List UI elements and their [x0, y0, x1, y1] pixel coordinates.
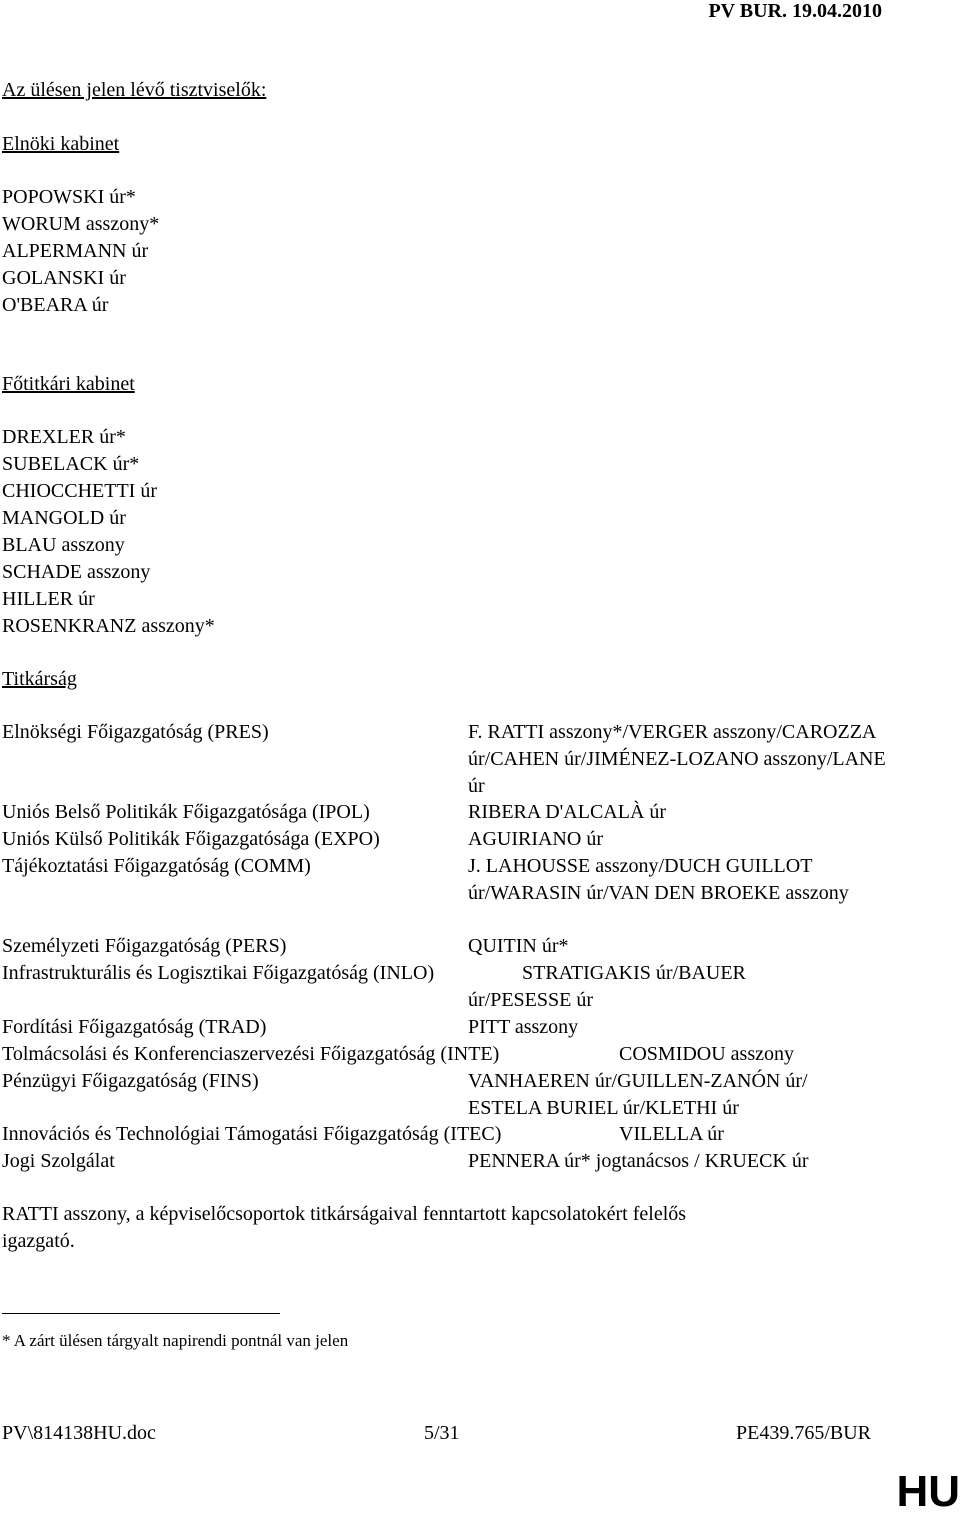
- name-drexler: DREXLER úr*: [2, 426, 126, 448]
- name-chiocchetti: CHIOCCHETTI úr: [2, 480, 157, 502]
- legal-service-officials: PENNERA úr* jogtanácsos / KRUECK úr: [468, 1150, 809, 1172]
- dg-inlo-officials-line1: STRATIGAKIS úr/BAUER: [522, 962, 746, 984]
- dg-fins-label: Pénzügyi Főigazgatóság (FINS): [2, 1070, 259, 1092]
- name-hiller: HILLER úr: [2, 588, 95, 610]
- language-code: HU: [896, 1467, 960, 1516]
- dg-ipol-label: Uniós Belső Politikák Főigazgatósága (IPOL): [2, 801, 370, 823]
- document-reference-header: PV BUR. 19.04.2010: [708, 0, 882, 22]
- dg-fins-officials-line2: ESTELA BURIEL úr/KLETHI úr: [468, 1097, 739, 1119]
- dg-inte-officials: COSMIDOU asszony: [619, 1043, 794, 1065]
- name-blau: BLAU asszony: [2, 534, 125, 556]
- footnote-divider: [2, 1313, 280, 1314]
- footer-doc-name: PV\814138HU.doc: [2, 1422, 156, 1444]
- name-mangold: MANGOLD úr: [2, 507, 126, 529]
- dg-expo-officials: AGUIRIANO úr: [468, 828, 603, 850]
- footer-reference: PE439.765/BUR: [736, 1422, 872, 1444]
- name-subelack: SUBELACK úr*: [2, 453, 140, 475]
- dg-pers-officials: QUITIN úr*: [468, 935, 569, 957]
- section-title-elnoki: Elnöki kabinet: [2, 133, 120, 155]
- dg-inlo-label: Infrastrukturális és Logisztikai Főigazgatóság (INLO): [2, 962, 435, 984]
- dg-ipol-officials: RIBERA D'ALCALÀ úr: [468, 801, 667, 823]
- legal-service-label: Jogi Szolgálat: [2, 1150, 115, 1172]
- name-popowski: POPOWSKI úr*: [2, 186, 136, 208]
- section-title-titkarsag: Titkárság: [2, 668, 77, 690]
- dg-pres-label: Elnökségi Főigazgatóság (PRES): [2, 721, 269, 743]
- dg-pers-label: Személyzeti Főigazgatóság (PERS): [2, 935, 287, 957]
- footnote: * A zárt ülésen tárgyalt napirendi pontnál van jelen: [2, 1331, 349, 1350]
- dg-pres-officials: F. RATTI asszony*/VERGER asszony/CAROZZA úr/CAHEN úr/JIMÉNEZ-LOZANO asszony/LANE úr: [468, 721, 886, 797]
- footer-page-number: 5/31: [424, 1422, 460, 1444]
- name-schade: SCHADE asszony: [2, 561, 151, 583]
- dg-inlo-officials-line2: úr/PESESSE úr: [468, 989, 594, 1011]
- name-worum: WORUM asszony*: [2, 213, 160, 235]
- dg-comm-officials: J. LAHOUSSE asszony/DUCH GUILLOT úr/WARASIN úr/VAN DEN BROEKE asszony: [468, 855, 849, 904]
- dg-fins-officials-line1: VANHAEREN úr/GUILLEN-ZANÓN úr/: [468, 1070, 808, 1092]
- dg-itec-label: Innovációs és Technológiai Támogatási Főigazgatóság (ITEC): [2, 1123, 502, 1145]
- dg-trad-officials: PITT asszony: [468, 1016, 579, 1038]
- name-alpermann: ALPERMANN úr: [2, 240, 149, 262]
- note-line1: RATTI asszony, a képviselőcsoportok titkárságaival fenntartott kapcsolatokért felelős: [2, 1203, 687, 1225]
- dg-itec-officials: VILELLA úr: [619, 1123, 724, 1145]
- dg-trad-label: Fordítási Főigazgatóság (TRAD): [2, 1016, 267, 1038]
- name-rosenkranz: ROSENKRANZ asszony*: [2, 615, 215, 637]
- intro-heading: Az ülésen jelen lévő tisztviselők:: [2, 79, 267, 101]
- name-obeara: O'BEARA úr: [2, 294, 109, 316]
- section-title-fotitkari: Főtitkári kabinet: [2, 373, 135, 395]
- note-line2: igazgató.: [2, 1230, 75, 1252]
- dg-comm-label: Tájékoztatási Főigazgatóság (COMM): [2, 855, 311, 877]
- name-golanski: GOLANSKI úr: [2, 267, 126, 289]
- dg-inte-label: Tolmácsolási és Konferenciaszervezési Főigazgatóság (INTE): [2, 1043, 500, 1065]
- dg-expo-label: Uniós Külső Politikák Főigazgatósága (EXPO): [2, 828, 380, 850]
